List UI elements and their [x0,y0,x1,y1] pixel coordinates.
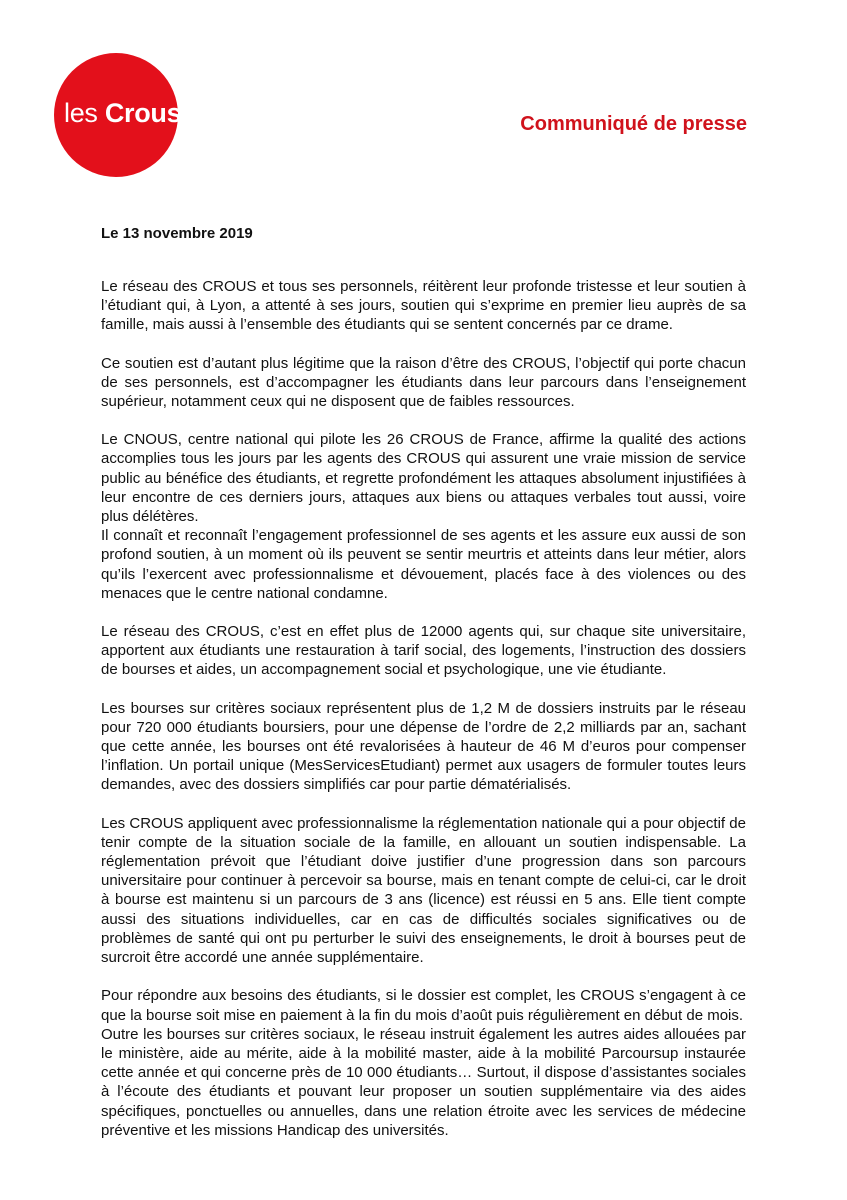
press-release-title: Communiqué de presse [520,113,747,135]
logo-wordmark [64,97,181,129]
release-date: Le 13 novembre 2019 [101,225,253,242]
crous-logo [54,53,182,177]
paragraph-8: Pour répondre aux besoins des étudiants, si le dossier est complet, les CROUS s’engagent à ce que la bourse soit mise en paiement à la fin du mois d’août puis régulièrement en début de mois. [101,987,746,1024]
paragraph-2: Ce soutien est d’autant plus légitime que la raison d’être des CROUS, l’objectif qui porte chacun de ses personnels, est d’accompagner les étudiants dans leur parcours dans l’enseignement supérieur, notamment ceux qui ne disposent que de faibles ressources. [101,354,746,411]
document-body [101,277,746,1140]
paragraph-5: Le réseau des CROUS, c’est en effet plus de 12000 agents qui, sur chaque site universitaire, apportent aux étudiants une restauration à tarif social, des logements, l’instruction des dossiers de bourses et aides, un accompagnement social et psychologique, une vie étudiante. [101,623,746,679]
paragraph-7: Les CROUS appliquent avec professionnalisme la réglementation nationale qui a pour objectif de tenir compte de la situation sociale de la famille, en allouant un soutien indispensable. La réglementation prévoit que l’étudiant doive justifier d’une progression dans son parcours universitaire pour continuer à percevoir sa bourse, mais en tenant compte de celui-ci, car le droit à bourse est maintenu si un parcours de 3 ans (licence) est réussi en 5 ans. Elle tient compte aussi des situations individuelles, car en cas de difficultés sociales significatives ou de problèmes de santé qui ont pu perturber le suivi des enseignements, le droit à bourses peut de surcroit être accordé une année supplémentaire. [101,814,746,967]
paragraph-4: Il connaît et reconnaît l’engagement professionnel de ses agents et les assure eux aussi de son profond soutien, à un moment où ils peuvent se sentir meurtris et atteints dans leur métier, alors qu’ils l’exercent avec professionnalisme et dévouement, placés face à des violences ou des menaces que le centre national condamne. [101,527,746,602]
logo-text-les: les [64,98,105,128]
paragraph-6: Les bourses sur critères sociaux représentent plus de 1,2 M de dossiers instruits par le réseau pour 720 000 étudiants boursiers, pour une dépense de l’ordre de 2,2 milliards par an, sachant que cette année, les bourses ont été revalorisées à hauteur de 46 M d’euros pour compenser l’inflation. Un portail unique (MesServicesEtudiant) permet aux usagers de formuler toutes leurs demandes, avec des dossiers simplifiés car pour partie dématérialisés. [101,699,746,794]
logo-text-crous: Crous [104,98,182,128]
paragraph-9: Outre les bourses sur critères sociaux, le réseau instruit également les autres aides allouées par le ministère, aide au mérite, aide à la mobilité master, aide à la mobilité Parcoursup instaurée cette année et qui concerne près de 10 000 étudiants… Surtout, il dispose d’assistantes sociales à l’écoute des étudiants et pouvant leur proposer un soutien supplémentaire via des aides spécifiques, ponctuelles ou annuelles, dans une relation étroite avec les services de médecine préventive et les missions Handicap des universités. [101,1025,746,1139]
paragraph-1: Le réseau des CROUS et tous ses personnels, réitèrent leur profonde tristesse et leur soutien à l’étudiant qui, à Lyon, a attenté à ses jours, soutien qui s’exprime en premier lieu auprès de sa famille, mais aussi à l’ensemble des étudiants qui se sentent concernés par ce drame. [101,278,746,334]
paragraph-3: Le CNOUS, centre national qui pilote les 26 CROUS de France, affirme la qualité des actions accomplies tous les jours par les agents des CROUS qui assurent une vraie mission de service public au bénéfice des étudiants, et regrette profondément les attaques absolument injustifiées à leur encontre de ces derniers jours, attaques aux biens ou attaques verbales tout aussi, voire plus délétères. [101,431,746,526]
